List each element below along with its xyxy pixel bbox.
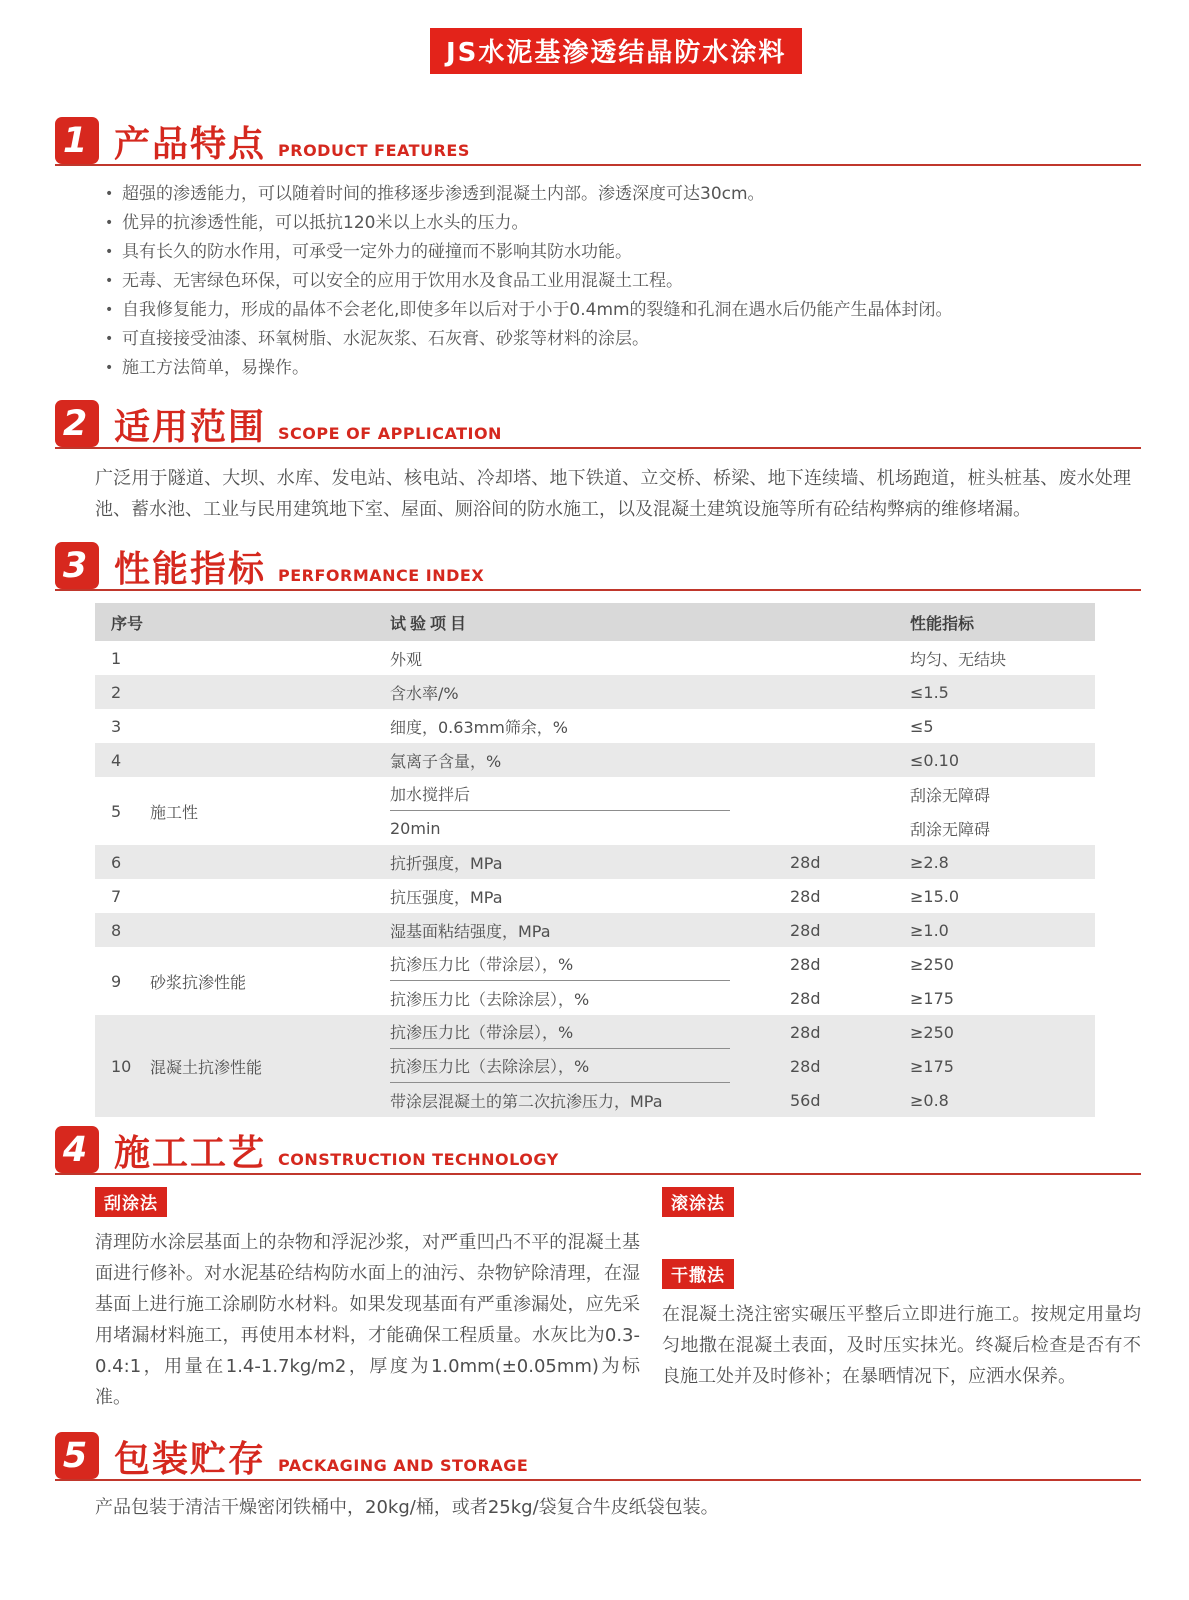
test-age: 28d <box>790 920 821 940</box>
test-index: ≥250 <box>910 1022 954 1042</box>
section-number: 4 <box>55 1126 99 1173</box>
test-age: 28d <box>790 988 821 1008</box>
test-item: 氯离子含量，% <box>390 751 502 771</box>
test-index: ≥0.8 <box>910 1090 949 1110</box>
section-title: 适用范围 <box>114 407 267 448</box>
row-group-label: 混凝土抗渗性能 <box>150 1057 263 1077</box>
row-number: 5 <box>111 801 122 821</box>
row-number: 2 <box>111 682 122 702</box>
feature-bullet: • 无毒、无害绿色环保，可以安全的应用于饮用水及食品工业用混凝土工程。 <box>105 267 1129 296</box>
feature-bullet: • 自我修复能力，形成的晶体不会老化,即使多年以后对于小于0.4mm的裂缝和孔洞在遇水后仍能产生晶体封闭。 <box>105 296 1129 325</box>
table-subrow <box>390 913 1095 947</box>
test-item: 加水搅拌后 <box>390 777 730 811</box>
feature-bullet: • 施工方法简单，易操作。 <box>105 354 1129 383</box>
row-subrows <box>390 709 1095 743</box>
scrape-method-text: 清理防水涂层基面上的杂物和浮泥沙浆，对严重凹凸不平的混凝土基面进行修补。对水泥基砼结构防水面上的油污、杂物铲除清理，在湿基面上进行施工涂刷防水材料。如果发现基面有严重渗漏处，应先采用堵漏材料施工，再使用本材料，才能确保工程质量。水灰比为0.3-0.4:1，用量在1.4-1.7kg/m2，厚度为1.0mm(±0.05mm)为标准。 <box>95 1232 640 1408</box>
table-row <box>95 777 1095 845</box>
table-row <box>95 743 1095 777</box>
table-subrow <box>390 1049 1095 1083</box>
test-age: 28d <box>790 852 821 872</box>
row-subrows <box>390 777 1095 845</box>
method-scrape <box>95 1187 640 1413</box>
table-subrow <box>390 777 1095 811</box>
row-group-label: 施工性 <box>150 802 199 822</box>
table-subrow <box>390 1083 1095 1117</box>
table-subrow <box>390 675 1095 709</box>
test-item: 抗渗压力比（去除涂层），% <box>390 1049 730 1083</box>
section-header-packaging <box>55 1431 1141 1481</box>
row-group-label: 砂浆抗渗性能 <box>150 972 247 992</box>
row-group-label <box>150 743 390 777</box>
row-number: 6 <box>111 852 122 872</box>
table-row <box>95 913 1095 947</box>
table-row <box>95 641 1095 675</box>
packaging-paragraph: 产品包装于清洁干燥密闭铁桶中，20kg/桶，或者25kg/袋复合牛皮纸袋包装。 <box>95 1497 719 1518</box>
row-group-label <box>150 709 390 743</box>
test-age: 28d <box>790 954 821 974</box>
section-subtitle: CONSTRUCTION TECHNOLOGY <box>278 1150 559 1169</box>
test-index: ≥175 <box>910 1056 954 1076</box>
section-title: 包装贮存 <box>114 1439 267 1480</box>
row-subrows <box>390 1015 1095 1117</box>
features-list <box>105 180 1129 383</box>
table-header-row <box>95 603 1095 641</box>
test-item: 抗渗压力比（去除涂层），% <box>390 989 590 1009</box>
feature-bullet: • 可直接接受油漆、环氧树脂、水泥灰浆、石灰膏、砂浆等材料的涂层。 <box>105 325 1129 354</box>
section-title: 产品特点 <box>114 124 267 165</box>
section-title: 施工工艺 <box>114 1133 267 1174</box>
row-number: 7 <box>111 886 122 906</box>
section-header-performance <box>55 541 1141 591</box>
page-title: JS水泥基渗透结晶防水涂料 <box>430 28 802 74</box>
row-group-label <box>150 641 390 675</box>
table-row <box>95 709 1095 743</box>
section-subtitle: PERFORMANCE INDEX <box>278 566 485 585</box>
section-number: 1 <box>55 117 99 164</box>
table-subrow <box>390 641 1095 675</box>
table-subrow <box>390 1015 1095 1049</box>
header-index: 性能指标 <box>910 613 975 633</box>
test-index: 均匀、无结块 <box>910 649 1007 669</box>
row-number: 3 <box>111 716 122 736</box>
test-item: 抗折强度，MPa <box>390 853 503 873</box>
test-item: 含水率/% <box>390 683 459 703</box>
row-group-label <box>150 879 390 913</box>
test-index: ≥250 <box>910 954 954 974</box>
scope-paragraph: 广泛用于隧道、大坝、水库、发电站、核电站、冷却塔、地下铁道、立交桥、桥梁、地下连续墙、机场跑道，桩头桩基、废水处理池、蓄水池、工业与民用建筑地下室、屋面、厕浴间的防水施工，以及混凝土建筑设施等所有砼结构弊病的维修堵漏。 <box>95 468 1131 520</box>
performance-table <box>95 603 1095 1117</box>
test-index: ≤5 <box>910 716 934 736</box>
test-item: 细度，0.63mm筛余，% <box>390 717 569 737</box>
test-age: 28d <box>790 886 821 906</box>
test-age: 28d <box>790 1022 821 1042</box>
section-subtitle: SCOPE OF APPLICATION <box>278 424 502 443</box>
row-subrows <box>390 845 1095 879</box>
test-item: 20min <box>390 818 441 838</box>
row-group-label <box>150 675 390 709</box>
header-item: 试验项目 <box>390 613 471 633</box>
row-number: 9 <box>111 971 122 991</box>
section-subtitle: PACKAGING AND STORAGE <box>278 1456 529 1475</box>
test-item: 抗渗压力比（带涂层），% <box>390 1015 730 1049</box>
feature-bullet: • 超强的渗透能力，可以随着时间的推移逐步渗透到混凝土内部。渗透深度可达30cm。 <box>105 180 1129 209</box>
dry-method-badge: 干撒法 <box>662 1259 734 1289</box>
section-subtitle: PRODUCT FEATURES <box>278 141 470 160</box>
table-subrow <box>390 811 1095 845</box>
table-subrow <box>390 981 1095 1015</box>
test-item: 湿基面粘结强度，MPa <box>390 921 551 941</box>
row-subrows <box>390 879 1095 913</box>
header-cells <box>390 605 1095 639</box>
header-subrow <box>390 605 1095 639</box>
feature-bullet: • 优异的抗渗透性能，可以抵抗120米以上水头的压力。 <box>105 209 1129 238</box>
test-index: ≤0.10 <box>910 750 960 770</box>
row-subrows <box>390 743 1095 777</box>
row-subrows <box>390 641 1095 675</box>
test-age: 28d <box>790 1056 821 1076</box>
row-number: 1 <box>111 648 122 668</box>
method-roll-dry <box>662 1187 1141 1413</box>
roll-method-badge: 滚涂法 <box>662 1187 734 1217</box>
test-index: 刮涂无障碍 <box>910 819 991 839</box>
test-index: ≥1.0 <box>910 920 949 940</box>
section-number: 2 <box>55 400 99 447</box>
row-number: 4 <box>111 750 122 770</box>
row-number: 8 <box>111 920 122 940</box>
section-header-scope <box>55 399 1141 449</box>
table-row <box>95 1015 1095 1117</box>
row-group-label <box>150 913 390 947</box>
test-age: 56d <box>790 1090 821 1110</box>
table-subrow <box>390 845 1095 879</box>
dry-method-text: 在混凝土浇注密实碾压平整后立即进行施工。按规定用量均匀地撒在混凝土表面，及时压实抹光。终凝后检查是否有不良施工处并及时修补；在暴晒情况下，应洒水保养。 <box>662 1304 1141 1387</box>
row-number: 10 <box>111 1056 132 1076</box>
test-index: ≥175 <box>910 988 954 1008</box>
test-item: 抗渗压力比（带涂层），% <box>390 947 730 981</box>
test-index: ≥2.8 <box>910 852 949 872</box>
scrape-method-badge: 刮涂法 <box>95 1187 167 1217</box>
header-no: 序号 <box>111 613 144 633</box>
row-group-label <box>150 845 390 879</box>
feature-bullet: • 具有长久的防水作用，可承受一定外力的碰撞而不影响其防水功能。 <box>105 238 1129 267</box>
test-index: ≤1.5 <box>910 682 949 702</box>
section-number: 5 <box>55 1432 99 1479</box>
section-header-features <box>55 116 1141 166</box>
table-subrow <box>390 743 1095 777</box>
table-row <box>95 845 1095 879</box>
test-index: ≥15.0 <box>910 886 960 906</box>
test-item: 抗压强度，MPa <box>390 887 503 907</box>
table-subrow <box>390 879 1095 913</box>
row-subrows <box>390 675 1095 709</box>
row-subrows <box>390 913 1095 947</box>
construction-methods <box>95 1187 1141 1413</box>
table-row <box>95 879 1095 913</box>
row-subrows <box>390 947 1095 1015</box>
test-index: 刮涂无障碍 <box>910 785 991 805</box>
table-row <box>95 675 1095 709</box>
section-title: 性能指标 <box>114 549 267 590</box>
section-number: 3 <box>55 542 99 589</box>
table-subrow <box>390 709 1095 743</box>
test-item: 外观 <box>390 649 423 669</box>
section-header-construction <box>55 1125 1141 1175</box>
test-item: 带涂层混凝土的第二次抗渗压力，MPa <box>390 1091 663 1111</box>
table-row <box>95 947 1095 1015</box>
table-subrow <box>390 947 1095 981</box>
